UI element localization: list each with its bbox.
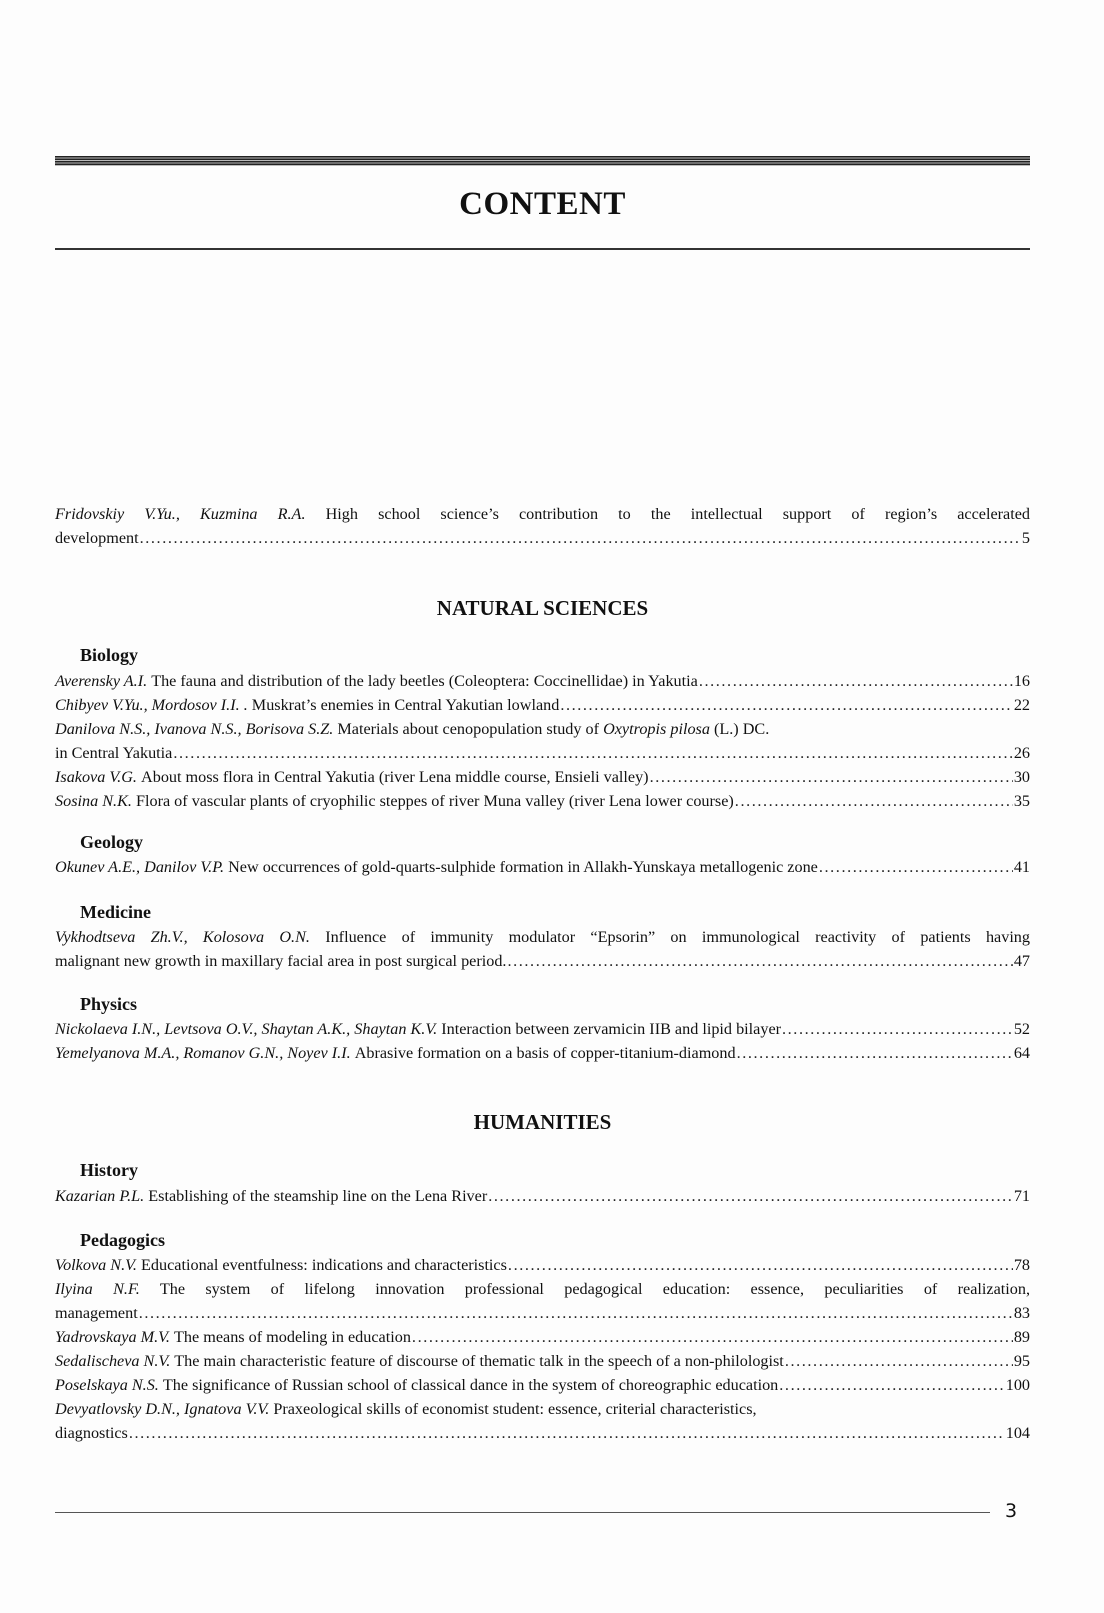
- subsection-heading-pedagogics: Pedagogics: [80, 1230, 165, 1250]
- entry-page: 26: [1013, 744, 1030, 762]
- entry-author: Kazarian P.L.: [55, 1187, 145, 1205]
- entry-title-cont: diagnostics: [55, 1424, 128, 1442]
- entry-title: The main characteristic feature of discourse of thematic talk in the speech of a non-philologist: [174, 1352, 784, 1370]
- leader-dots: [782, 1017, 1013, 1041]
- entry-title: Muskrat’s enemies in Central Yakutian lowland: [251, 696, 560, 714]
- toc-entry[interactable]: [55, 1325, 1030, 1349]
- entry-title: Influence of immunity modulator “Epsorin” on immunological reactivity of patients having: [325, 928, 1030, 946]
- entry-author: Ilyina N.F.: [55, 1280, 140, 1298]
- entry-page: 78: [1013, 1256, 1030, 1274]
- title-underline-rule: [55, 248, 1030, 250]
- entry-author: Vykhodtseva Zh.V., Kolosova O.N.: [55, 928, 310, 946]
- toc-entry[interactable]: [55, 855, 1030, 879]
- header-double-rule: [55, 156, 1030, 166]
- subsection-heading-physics: Physics: [80, 994, 138, 1014]
- entry-title-cont: in Central Yakutia: [55, 744, 173, 762]
- toc-entry[interactable]: [55, 1253, 1030, 1277]
- leader-dots: [779, 1373, 1004, 1397]
- section-heading-natural-sciences: NATURAL SCIENCES: [436, 596, 649, 620]
- leader-dots: [140, 526, 1021, 550]
- page-number: 3: [1005, 1500, 1018, 1522]
- toc-entry[interactable]: [55, 1397, 1030, 1445]
- entry-author: Yemelyanova M.A., Romanov G.N., Noyev I.I.: [55, 1044, 351, 1062]
- subsection-heading-history: History: [80, 1160, 138, 1180]
- entry-title: Establishing of the steamship line on the Lena River: [148, 1187, 488, 1205]
- leader-dots: [129, 1421, 1005, 1445]
- entry-author: Isakova V.G.: [55, 768, 137, 786]
- leader-dots: [412, 1325, 1013, 1349]
- leader-dots: [737, 1041, 1013, 1065]
- entry-page: 35: [1013, 792, 1030, 810]
- toc-entry[interactable]: [55, 1349, 1030, 1373]
- leader-dots: [507, 949, 1012, 973]
- entry-title: Praxeological skills of economist student: essence, criterial characteristics,: [273, 1400, 757, 1418]
- entry-title-cont: malignant new growth in maxillary facial area in post surgical period.: [55, 952, 507, 970]
- leader-dots: [785, 1349, 1013, 1373]
- leader-dots: [139, 1301, 1013, 1325]
- entry-author: Nickolaeva I.N., Levtsova O.V., Shaytan A.K., Shaytan K.V.: [55, 1020, 438, 1038]
- entry-page: 47: [1013, 952, 1030, 970]
- toc-entry[interactable]: [55, 1041, 1030, 1065]
- leader-dots: [735, 789, 1013, 813]
- entry-author: Poselskaya N.S.: [55, 1376, 159, 1394]
- toc-entry[interactable]: [55, 925, 1030, 973]
- subsection-heading-biology: Biology: [80, 645, 139, 665]
- toc-entry[interactable]: [55, 693, 1030, 717]
- toc-entry[interactable]: [55, 717, 1030, 765]
- entry-author: Sosina N.K.: [55, 792, 132, 810]
- entry-page: 104: [1005, 1424, 1030, 1442]
- entry-page: 100: [1005, 1376, 1030, 1394]
- entry-title: About moss flora in Central Yakutia (river Lena middle course, Ensieli valley): [141, 768, 649, 786]
- toc-entry[interactable]: [55, 789, 1030, 813]
- entry-page: 64: [1013, 1044, 1030, 1062]
- entry-title: The system of lifelong innovation professional pedagogical education: essence, peculiarities of realization,: [159, 1280, 1030, 1298]
- entry-author: Yadrovskaya M.V.: [55, 1328, 170, 1346]
- footer-rule: [55, 1512, 990, 1513]
- entry-page: 22: [1013, 696, 1030, 714]
- entry-title: Abrasive formation on a basis of copper-titanium-diamond: [354, 1044, 736, 1062]
- leader-dots: [819, 855, 1013, 879]
- toc-entry[interactable]: [55, 765, 1030, 789]
- leader-dots: [173, 741, 1012, 765]
- entry-title-authority: (L.) DC.: [713, 720, 770, 738]
- entry-author: Okunev A.E., Danilov V.P.: [55, 858, 225, 876]
- entry-page: 30: [1013, 768, 1030, 786]
- entry-author: Sedalischeva N.V.: [55, 1352, 171, 1370]
- leader-dots: [488, 1184, 1013, 1208]
- entry-page: 71: [1013, 1187, 1030, 1205]
- toc-entry[interactable]: [55, 1277, 1030, 1325]
- entry-title: The significance of Russian school of classical dance in the system of choreographic education: [162, 1376, 779, 1394]
- entry-title: Flora of vascular plants of cryophilic steppes of river Muna valley (river Lena lower course): [135, 792, 734, 810]
- entry-author: Chibyev V.Yu., Mordosov I.I. .: [55, 696, 248, 714]
- entry-title: High school science’s contribution to the intellectual support of region’s accelerated: [325, 505, 1030, 523]
- leader-dots: [560, 693, 1012, 717]
- toc-entry[interactable]: [55, 1373, 1030, 1397]
- section-heading-humanities: HUMANITIES: [473, 1110, 612, 1134]
- entry-title-cont: development: [55, 529, 139, 547]
- entry-page: 52: [1013, 1020, 1030, 1038]
- entry-page: 89: [1013, 1328, 1030, 1346]
- entry-title-cont: management: [55, 1304, 138, 1322]
- toc-entry[interactable]: [55, 1017, 1030, 1041]
- entry-author: Volkova N.V.: [55, 1256, 137, 1274]
- entry-page: 95: [1013, 1352, 1030, 1370]
- entry-author: Devyatlovsky D.N., Ignatova V.V.: [55, 1400, 270, 1418]
- entry-page: 5: [1021, 529, 1030, 547]
- entry-title: The means of modeling in education: [174, 1328, 411, 1346]
- leader-dots: [650, 765, 1013, 789]
- entry-page: 83: [1013, 1304, 1030, 1322]
- entry-title: Interaction between zervamicin IIB and lipid bilayer: [441, 1020, 782, 1038]
- entry-title: New occurrences of gold-quarts-sulphide formation in Allakh-Yunskaya metallogenic zone: [228, 858, 818, 876]
- toc-entry-intro[interactable]: [55, 502, 1030, 550]
- entry-title: Educational eventfulness: indications and characteristics: [141, 1256, 507, 1274]
- entry-page: 41: [1013, 858, 1030, 876]
- leader-dots: [699, 669, 1013, 693]
- entry-title-species: Oxytropis pilosa: [603, 720, 710, 738]
- entry-author: Averensky A.I.: [55, 672, 148, 690]
- entry-author: Fridovskiy V.Yu., Kuzmina R.A.: [55, 505, 306, 523]
- toc-entry[interactable]: [55, 669, 1030, 693]
- entry-title: Materials about cenopopulation study of: [337, 720, 600, 738]
- entry-title: The fauna and distribution of the lady beetles (Coleoptera: Coccinellidae) in Yakutia: [151, 672, 698, 690]
- subsection-heading-medicine: Medicine: [80, 902, 151, 922]
- leader-dots: [508, 1253, 1013, 1277]
- toc-entry[interactable]: [55, 1184, 1030, 1208]
- entry-page: 16: [1013, 672, 1030, 690]
- toc-page: [55, 0, 1030, 1613]
- page-title: CONTENT: [459, 186, 626, 222]
- entry-author: Danilova N.S., Ivanova N.S., Borisova S.Z.: [55, 720, 334, 738]
- subsection-heading-geology: Geology: [80, 832, 143, 852]
